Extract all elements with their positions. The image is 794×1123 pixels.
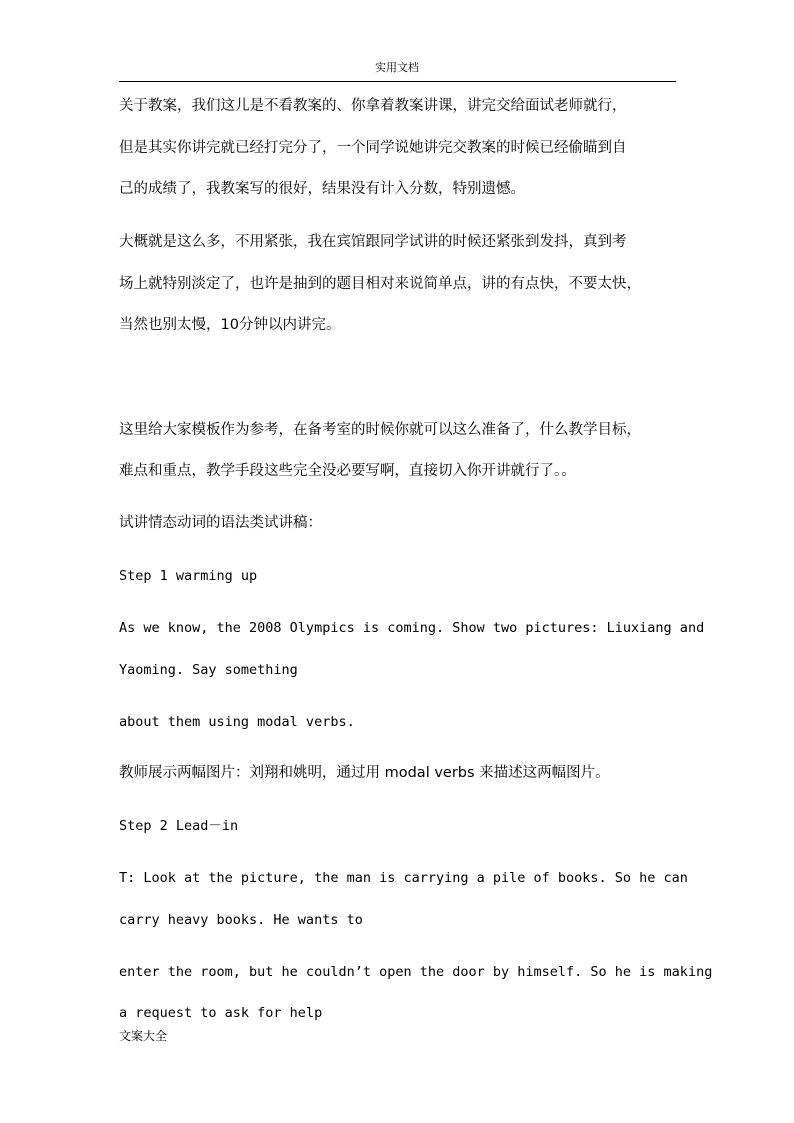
text-line-9: 试讲情态动词的语法类试讲稿： [119, 515, 322, 531]
text-line-16: T: Look at the picture, the man is carrying a pile of books. So he can [119, 870, 688, 886]
text-line-7: 这里给大家模板作为参考，在备考室的时候你就可以这么准备了，什么教学目标， [119, 422, 641, 438]
page-footer: 文案大全 [119, 1029, 168, 1043]
text-line-19: a request to ask for help [119, 1005, 323, 1021]
page-header: 实用文档 [375, 61, 419, 74]
text-line-4: 大概就是这么多，不用紧张，我在宾馆跟同学试讲的时候还紧张到发抖，真到考 [119, 234, 627, 250]
text-line-3: 己的成绩了，我教案写的很好，结果没有计入分数，特别遗憾。 [119, 181, 525, 197]
text-line-1: 关于教案，我们这儿是不看教案的、你拿着教案讲课，讲完交给面试老师就行， [119, 98, 627, 114]
text-line-2: 但是其实你讲完就已经打完分了，一个同学说她讲完交教案的时候已经偷瞄到自 [119, 140, 627, 156]
text-line-11: As we know, the 2008 Olympics is coming. Show two pictures: Liuxiang and [119, 620, 705, 636]
text-line-18: enter the room, but he couldn’t open the door by himself. So he is making [119, 964, 713, 980]
text-line-17: carry heavy books. He wants to [119, 912, 363, 928]
text-line-5: 场上就特别淡定了，也许是抽到的题目相对来说简单点，讲的有点快，不要太快， [119, 276, 641, 292]
text-line-14: 教师展示两幅图片：刘翔和姚明，通过用 modal verbs 来描述这两幅图片。 [119, 765, 610, 781]
text-line-8: 难点和重点，教学手段这些完全没必要写啊，直接切入你开讲就行了。。 [119, 463, 576, 479]
text-line-6: 当然也别太慢，10分钟以内讲完。 [119, 317, 341, 333]
text-line-12: Yaoming. Say something [119, 662, 298, 678]
text-line-15: Step 2 Lead－in [119, 818, 239, 834]
header-rule [119, 81, 676, 82]
text-line-10: Step 1 warming up [119, 568, 258, 584]
text-line-13: about them using modal verbs. [119, 714, 355, 730]
